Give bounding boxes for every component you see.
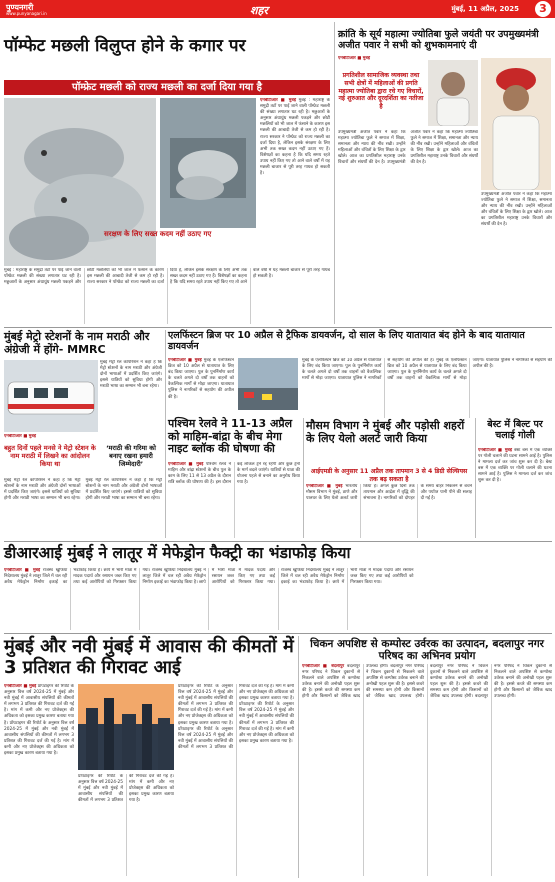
masthead-brand: पुण्यनगरी (6, 3, 34, 12)
page-number: 3 (535, 1, 551, 17)
masthead-url: www.punyanagari.in (6, 11, 47, 16)
elphinstone-body-3: मुंबई के एलफिंस्टन ब्रिज को 10 अप्रैल से यातायात के लिए बंद किया जाएगा। पुल के पुनर्निर्माण कार्य के चलते अगले दो वर्षों तक वाहनों को वैकल्पिक मार्गों से मोड़ा जाएगा। यातायात पुलिस ने नागरिकों से सहयोग की अपील की है। (387, 358, 552, 382)
phule-body-2: उपमुख्यमंत्री अजीत पवार ने कहा कि महात्मा ज्योतिबा फुले ने समाज में शिक्षा, समानता और न्याय की नींव रखी। उन्होंने महिलाओं और वंचितों के लिए शिक्षा के द्वार खोले। आज का प्रगतिशील महाराष्ट्र उनके विचारों और संघर्षों की देन है। (387, 130, 478, 166)
weather-subhead: आईएमडी के अनुसार 11 अप्रैल तक तापमान 3 से 4 डिग्री सेल्सियस तक बढ़ सकता है (310, 468, 468, 483)
mephedrone-body-2: राजस्व खुफिया निदेशालय मुंबई ने लातूर जिले में चल रही अवैध मेफेड्रोन निर्माण इकाई का भंडाफोड़ किया है। छापे में भारी मात्रा में मादक पदार्थ और रसायन जब्त किए गए तथा कई आरोपियों को गिरफ्तार किया गया। (142, 568, 275, 586)
pomfret-dateline: एनबीटीआर ■ मुंबई (260, 98, 296, 103)
pomfret-fish-photo (4, 98, 156, 266)
elphinstone-headline: एलफिंस्टन ब्रिज पर 10 अप्रैल से ट्रैफिक डायवर्जन, दो साल के लिए यातायात बंद होने के बाद यातायात डायवर्जन (168, 330, 525, 352)
column-divider-2 (165, 330, 166, 538)
phule-dateline: एनबीटीआर ■ मुंबई (338, 56, 370, 61)
housing-dateline: एनबीटीआर ■ मुंबई (4, 684, 37, 689)
housing-body: प्रॉपटाइगर की रिपोर्ट के अनुसार वित्त वर्ष 2024-25 में मुंबई और नवी मुंबई में आवासीय संपत्तियों की कीमतों में लगभग 3 प्रतिशत की गिरावट दर्ज की गई है। मांग में कमी और नए प्रोजेक्ट्स की अधिकता को इसका प्रमुख कारण बताया गया है। (4, 684, 74, 726)
column-divider (334, 22, 335, 324)
chikan-body-2: बदलापुर नगर परिषद ने चिकन दुकानों से निकलने वाले अपशिष्ट से कम्पोस्ट उर्वरक बनाने की अनोखी पहल शुरू की है। इससे कचरे की समस्या कम होगी और किसानों को जैविक खाद उपलब्ध होगी। (366, 664, 425, 700)
mahim-dateline: एनबीटीआर ■ मुंबई (168, 462, 204, 467)
elphinstone-body-cols (302, 358, 552, 418)
chikan-headline: चिकन अपशिष्ट से कम्पोस्ट उर्वरक का उत्पादन, बदलापुर नगर परिषद का अभिनव प्रयोग (310, 638, 544, 663)
mmrc-headline: मुंबई मेट्रो स्टेशनों के नाम मराठी और अंग्रेजी में होंगे- MMRC (4, 330, 150, 356)
pomfret-body: मुंबई : महाराष्ट्र के समुद्री तटों पर पाई जाने वाली पॉम्फ्रेट मछली की संख्या लगातार घट रही है। मछुआरों के अनुसार अंधाधुंध मछली पकड़ने और छोटी मछलियों को भी जाल में फंसाने के कारण इस मछली की आबादी तेजी से कम हो रही है। राज्य सरकार ने पॉम्फ्रेट को राज्य मछली का दर्जा दिया है, लेकिन इसके संरक्षण के लिए अभी तक सख्त कदम नहीं उठाए गए हैं। विशेषज्ञों का कहना है कि यदि समय रहते उपाय नहीं किए गए तो आने वाले वर्षों में यह मछली बाजार से पूरी तरह गायब हो सकती है। (260, 98, 330, 177)
fish-market-photo (160, 98, 256, 228)
housing-body-b (78, 774, 174, 876)
housing-body-4: प्रॉपटाइगर की रिपोर्ट के अनुसार वित्त वर्ष 2024-25 में मुंबई और नवी मुंबई में आवासीय संपत्तियों की कीमतों में लगभग 3 प्रतिशत की गिरावट दर्ज की गई है। मांग में कमी और नए प्रोजेक्ट्स की अधिकता को इसका प्रमुख कारण बताया गया है। (178, 684, 233, 726)
chikan-body-3: बदलापुर नगर परिषद ने चिकन दुकानों से निकलने वाले अपशिष्ट से कम्पोस्ट उर्वरक बनाने की अनोखी पहल शुरू की है। इससे कचरे की समस्या कम होगी और किसानों को जैविक खाद उपलब्ध होगी। (430, 664, 488, 700)
phule-dateline-wrap (338, 56, 418, 64)
mmrc-body: मुंबई मेट्रो रेल कॉर्पोरेशन ने कहा है कि मेट्रो स्टेशनों के नाम मराठी और अंग्रेजी दोनों भाषाओं में प्रदर्शित किए जाएंगे। इससे यात्रियों को सुविधा होगी और मराठी भाषा का सम्मान भी बना रहेगा। (100, 360, 162, 390)
mmrc-body-side (100, 360, 162, 432)
divider-row-3 (4, 633, 552, 634)
mmrc-dateline: एनबीटीआर ■ मुंबई (4, 434, 36, 439)
housing-body-6: प्रॉपटाइगर की रिपोर्ट के अनुसार वित्त वर्ष 2024-25 में मुंबई और नवी मुंबई में आवासीय संपत्तियों की कीमतों में लगभग 3 प्रतिशत की गिरावट दर्ज की गई है। मांग में कमी और नए प्रोजेक्ट्स की अधिकता को इसका प्रमुख कारण बताया गया है। (239, 702, 294, 744)
chikan-body-4: बदलापुर नगर परिषद ने चिकन दुकानों से निकलने वाले अपशिष्ट से कम्पोस्ट उर्वरक बनाने की अनोखी पहल शुरू की है। इससे कचरे की समस्या कम होगी और किसानों को जैविक खाद उपलब्ध होगी। (475, 664, 552, 700)
bus-body-2: बेस्ट बस में एक व्यक्ति पर गोली चलाने की घटना सामने आई है। पुलिस ने मामला दर्ज कर जांच शुरू कर दी है। (478, 460, 552, 484)
bus-dateline: एनबीटीआर ■ मुंबई (478, 448, 512, 453)
column-divider-5 (298, 636, 299, 878)
mephedrone-body: राजस्व खुफिया निदेशालय मुंबई ने लातूर जिले में चल रही अवैध मेफेड्रोन निर्माण इकाई का भंडाफोड़ किया है। छापे में भारी मात्रा में मादक पदार्थ और रसायन जब्त किए गए तथा कई आरोपियों को गिरफ्तार किया गया। (4, 568, 151, 586)
housing-body-2: प्रॉपटाइगर की रिपोर्ट के अनुसार वित्त वर्ष 2024-25 में मुंबई और नवी मुंबई में आवासीय संपत्तियों की कीमतों में लगभग 3 प्रतिशत की गिरावट दर्ज की गई है। मांग में कमी और नए प्रोजेक्ट्स की अधिकता को इसका प्रमुख कारण बताया गया है। (4, 720, 74, 757)
phule-body-3: उपमुख्यमंत्री अजीत पवार ने कहा कि महात्मा ज्योतिबा फुले ने समाज में शिक्षा, समानता और न्याय की नींव रखी। उन्होंने महिलाओं और वंचितों के लिए शिक्षा के द्वार खोले। आज का प्रगतिशील महाराष्ट्र उनके विचारों और संघर्षों की देन है। (481, 192, 552, 228)
mephedrone-headline: डीआरआई मुंबई ने लातूर में मेफेड्रोन फैक्ट्री का भंडाफोड़ किया (4, 544, 351, 562)
chikan-dateline: एनबीटीआर ■ बदलापुर (302, 664, 345, 669)
housing-headline: मुंबई और नवी मुंबई में आवास की कीमतों में 3 प्रतिशत की गिरावट आई (4, 636, 294, 678)
phule-body-b (481, 192, 552, 324)
weather-body: भारतीय मौसम विभाग ने मुंबई, ठाणे और पालघर के लिए येलो अलर्ट जारी किया है। अगले कुछ दिनों तक तापमान और आर्द्रता में वृद्धि की संभावना है। नागरिकों को दोपहर के समय बाहर निकलने से बचने और पर्याप्त पानी पीने की सलाह दी गई है। (306, 484, 472, 502)
bus-body-wrap (478, 448, 552, 538)
pomfret-body-repeat: मुंबई : महाराष्ट्र के समुद्री तटों पर पाई जाने वाली पॉम्फ्रेट मछली की संख्या लगातार घट रही है। मछुआरों के अनुसार अंधाधुंध मछली पकड़ने और छोटी मछलियों को भी जाल में फंसाने के कारण इस मछली की आबादी तेजी से कम हो रही है। राज्य सरकार ने पॉम्फ्रेट को राज्य मछली का दर्जा दिया है, लेकिन इसके संरक्षण के लिए अभी तक सख्त कदम नहीं उठाए गए हैं। विशेषज्ञों का कहना है कि यदि समय रहते उपाय नहीं किए गए तो आने वाले वर्षों में यह मछली बाजार से पूरी तरह गायब हो सकती है। (4, 268, 330, 286)
mmrc-caption: बहुत दिनों पहले मनसे ने मेट्रो स्टेशन के नाम मराठी में लिखने का आंदोलन किया था (4, 444, 96, 469)
phule-body-a (338, 130, 478, 324)
housing-body-a (4, 684, 74, 876)
column-divider-4 (475, 418, 476, 538)
pomfret-body-bottom (4, 268, 330, 324)
metro-train-photo (4, 360, 98, 432)
mephedrone-dateline: एनबीटीआर ■ मुंबई (4, 568, 41, 573)
ajit-pawar-photo (428, 60, 478, 126)
weather-dateline: एनबीटीआर ■ मुंबई (306, 484, 343, 489)
pomfret-headline: पॉम्फेट मछली विलुप्त होने के कगार पर (4, 36, 246, 56)
chikan-body-cols (302, 664, 552, 876)
elphinstone-body-wrap (168, 358, 234, 418)
pomfret-caption: सरक्षण के लिए सख्त कदम नहीं उठाए गए (104, 230, 212, 238)
chikan-body: बदलापुर नगर परिषद ने चिकन दुकानों से निकलने वाले अपशिष्ट से कम्पोस्ट उर्वरक बनाने की अनोखी पहल शुरू की है। इससे कचरे की समस्या कम होगी और किसानों को जैविक खाद उपलब्ध होगी। (302, 664, 389, 700)
elphinstone-dateline: एनबीटीआर ■ मुंबई (168, 358, 202, 363)
masthead-bar (0, 0, 555, 18)
phule-subhead: प्रगतिशील सामाजिक व्यवस्था तथा सभी क्षेत्रों में महिलाओं की प्रगति महात्मा ज्योतिबा द्वारा रचे गए विचारों, नई शुरुआत और दूरदर्शिता का नतीजा है (338, 72, 424, 110)
mephedrone-body-cols (4, 568, 552, 630)
phule-body: उपमुख्यमंत्री अजीत पवार ने कहा कि महात्मा ज्योतिबा फुले ने समाज में शिक्षा, समानता और न्याय की नींव रखी। उन्होंने महिलाओं और वंचितों के लिए शिक्षा के द्वार खोले। आज का प्रगतिशील महाराष्ट्र उनके विचारों और संघर्षों की देन है। (338, 130, 406, 166)
elphinstone-body-2: मुंबई के एलफिंस्टन ब्रिज को 10 अप्रैल से यातायात के लिए बंद किया जाएगा। पुल के पुनर्निर्माण कार्य के चलते अगले दो वर्षों तक वाहनों को वैकल्पिक मार्गों से मोड़ा जाएगा। यातायात पुलिस ने नागरिकों से सहयोग की अपील की है। (302, 358, 435, 382)
divider-row-1 (4, 327, 552, 328)
mahim-body: पश्चिम रेलवे ने माहिम और बांद्रा स्टेशनों के बीच पुल के काम के लिए 11 से 13 अप्रैल के दौरान रात्रि ब्लॉक की घोषणा की है। इस दौरान कई लोकल ट्रेनें रद्द रहेंगी और कुछ ट्रेनों के मार्ग बदले जाएंगे। यात्रियों से यात्रा की योजना पहले से बनाने का अनुरोध किया गया है। (168, 462, 300, 486)
masthead-date: मुंबई, 11 अप्रैल, 2025 (451, 5, 519, 13)
bus-body: बेस्ट बस में एक व्यक्ति पर गोली चलाने की घटना सामने आई है। पुलिस ने मामला दर्ज कर जांच शुरू कर दी है। (478, 448, 552, 466)
jyotiba-phule-portrait (481, 58, 551, 190)
mumbai-skyline-photo (78, 684, 174, 770)
phule-headline: क्रांति के सूर्य महात्मा ज्योतिबा फुले जयंती पर उपमुख्यमंत्री अजीत पवार ने सभी को शुभकामनाएं दी (338, 29, 539, 51)
mmrc-quote: ‘मराठी की गरिमा को बनाए रखना हमारी जिम्मेदारी’ (106, 444, 156, 469)
mmrc-dateline-wrap (4, 434, 84, 442)
weather-body-cols (306, 484, 472, 538)
elphinstone-body: मुंबई के एलफिंस्टन ब्रिज को 10 अप्रैल से यातायात के लिए बंद किया जाएगा। पुल के पुनर्निर्माण कार्य के चलते अगले दो वर्षों तक वाहनों को वैकल्पिक मार्गों से मोड़ा जाएगा। यातायात पुलिस ने नागरिकों से सहयोग की अपील की है। (168, 358, 234, 400)
pomfret-body-side (260, 98, 330, 266)
mmrc-body-bottom (4, 478, 162, 538)
mephedrone-body-3: राजस्व खुफिया निदेशालय मुंबई ने लातूर जिले में चल रही अवैध मेफेड्रोन निर्माण इकाई का भंडाफोड़ किया है। छापे में भारी मात्रा में मादक पदार्थ और रसायन जब्त किए गए तथा कई आरोपियों को गिरफ्तार किया गया। (281, 568, 414, 586)
housing-body-3: प्रॉपटाइगर की रिपोर्ट के अनुसार वित्त वर्ष 2024-25 में मुंबई और नवी मुंबई में आवासीय संपत्तियों की कीमतों में लगभग 3 प्रतिशत की गिरावट दर्ज की गई है। मांग में कमी और नए प्रोजेक्ट्स की अधिकता को इसका प्रमुख कारण बताया गया है। (78, 774, 174, 804)
mmrc-body-2: मुंबई मेट्रो रेल कॉर्पोरेशन ने कहा है कि मेट्रो स्टेशनों के नाम मराठी और अंग्रेजी दोनों भाषाओं में प्रदर्शित किए जाएंगे। इससे यात्रियों को सुविधा होगी और मराठी भाषा का सम्मान भी बना रहेगा। (4, 478, 81, 502)
column-divider-3 (303, 418, 304, 538)
mahim-body-cols (168, 462, 300, 538)
bus-headline: बेस्ट में बिल्ट पर चलाई गोली (487, 419, 543, 441)
divider-row-2 (4, 541, 552, 542)
pomfret-subhead: पॉम्फ्रेट मछली को राज्य मछली का दर्जा दिया गया है (4, 80, 330, 95)
mahim-headline: पश्चिम रेलवे ने 11-13 अप्रैल को माहिम-बांद्रा के बीच मेगा नाइट ब्लॉक की घोषणा की (168, 417, 293, 456)
bridge-traffic-photo (238, 358, 298, 410)
housing-body-c (178, 684, 294, 876)
housing-body-5: प्रॉपटाइगर की रिपोर्ट के अनुसार वित्त वर्ष 2024-25 में मुंबई और नवी मुंबई में आवासीय संपत्तियों की कीमतों में लगभग 3 प्रतिशत की गिरावट दर्ज की गई है। मांग में कमी और नए प्रोजेक्ट्स की अधिकता को इसका प्रमुख कारण बताया गया है। (178, 684, 294, 750)
section-title: शहर (250, 4, 268, 17)
mmrc-body-3: मुंबई मेट्रो रेल कॉर्पोरेशन ने कहा है कि मेट्रो स्टेशनों के नाम मराठी और अंग्रेजी दोनों भाषाओं में प्रदर्शित किए जाएंगे। इससे यात्रियों को सुविधा होगी और मराठी भाषा का सम्मान भी बना रहेगा। (85, 478, 162, 502)
weather-headline: मौसम विभाग ने मुंबई और पड़ोसी शहरों के लिए येलो अलर्ट जारी किया (306, 419, 465, 445)
